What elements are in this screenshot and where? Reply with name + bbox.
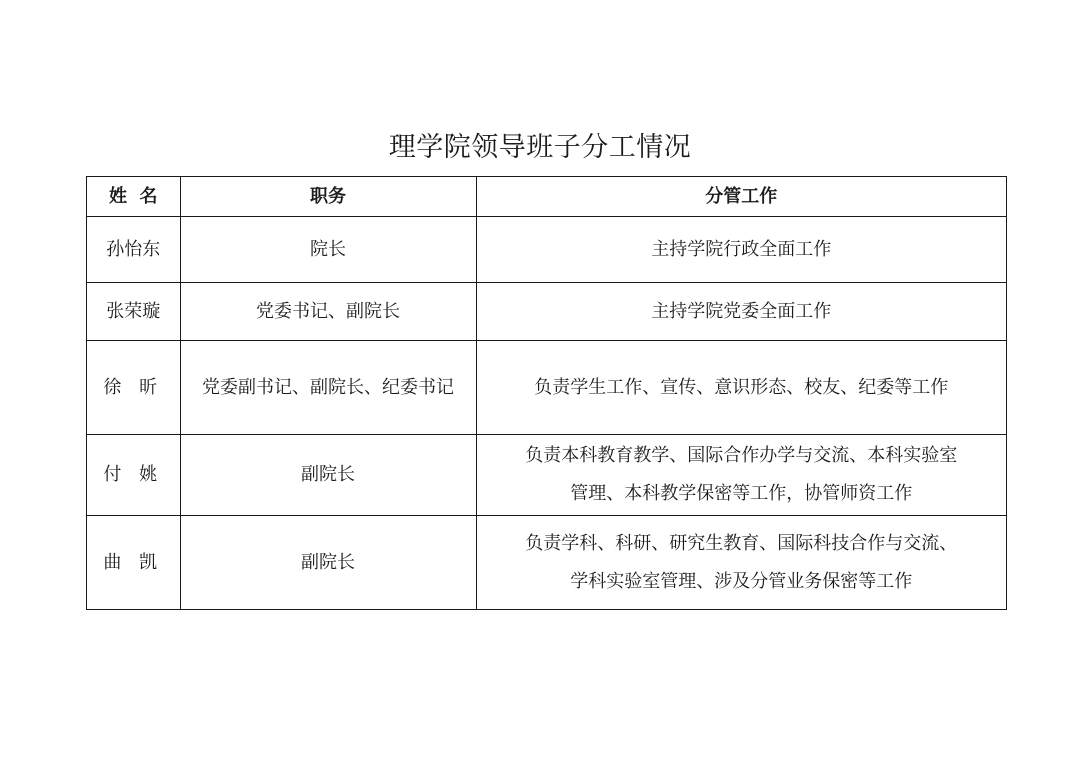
assignment-table [86, 176, 1007, 610]
cell-role: 院长 [180, 217, 476, 283]
header-name: 姓 名 [87, 177, 181, 217]
table-header-row [87, 177, 1007, 217]
cell-duty [476, 516, 1006, 610]
cell-role: 副院长 [180, 516, 476, 610]
cell-duty: 主持学院行政全面工作 [476, 217, 1006, 283]
document-title: 理学院领导班子分工情况 [388, 132, 692, 163]
cell-role: 党委书记、副院长 [180, 283, 476, 341]
table-row [87, 341, 1007, 435]
cell-duty [476, 435, 1006, 516]
table-row [87, 435, 1007, 516]
cell-duty: 负责学生工作、宣传、意识形态、校友、纪委等工作 [476, 341, 1006, 435]
cell-name: 曲 凯 [87, 516, 181, 610]
cell-name: 付 姚 [87, 435, 181, 516]
duty-line: 负责学科、科研、研究生教育、国际科技合作与交流、 [525, 532, 958, 554]
cell-name: 徐 昕 [87, 341, 181, 435]
duty-line: 管理、本科教学保密等工作，协管师资工作 [570, 483, 913, 504]
cell-duty: 主持学院党委全面工作 [476, 283, 1006, 341]
table-row [87, 283, 1007, 341]
header-role: 职务 [180, 177, 476, 217]
cell-name: 孙怡东 [87, 217, 181, 283]
cell-role: 党委副书记、副院长、纪委书记 [180, 341, 476, 435]
cell-name: 张荣璇 [87, 283, 181, 341]
table-row [87, 217, 1007, 283]
cell-role: 副院长 [180, 435, 476, 516]
header-duty: 分管工作 [476, 177, 1006, 217]
table-row [87, 516, 1007, 610]
duty-line: 学科实验室管理、涉及分管业务保密等工作 [570, 570, 913, 592]
duty-line: 负责本科教育教学、国际合作办学与交流、本科实验室 [525, 445, 958, 466]
